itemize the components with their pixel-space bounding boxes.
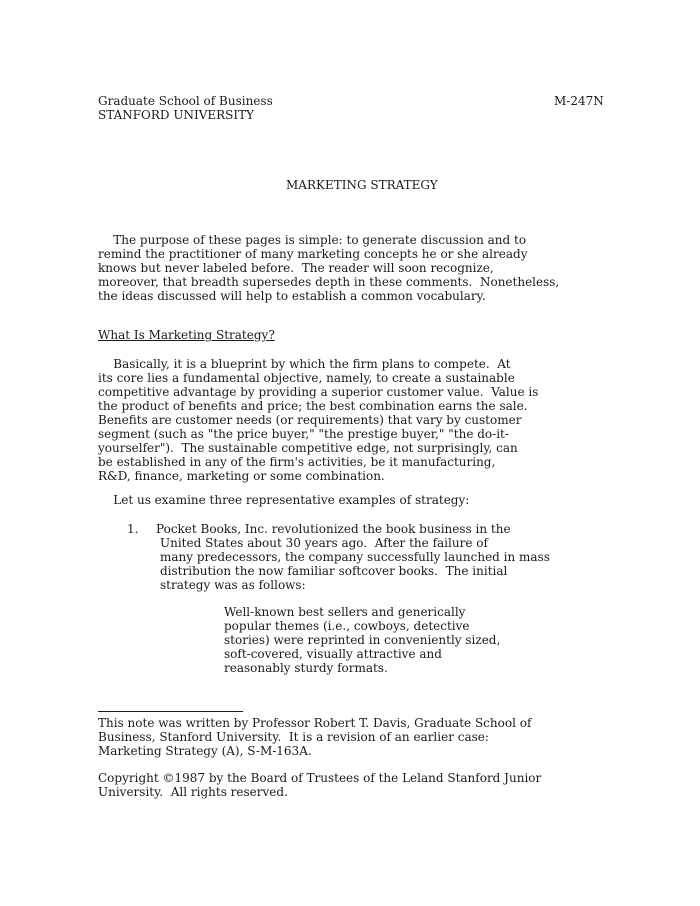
text-line: many predecessors, the company successfully launched in mass <box>160 550 550 564</box>
text-line: strategy was as follows: <box>160 578 306 592</box>
text-line: competitive advantage by providing a superior customer value. Value is <box>98 385 539 399</box>
text-line: Marketing Strategy (A), S-M-163A. <box>98 744 312 758</box>
text-line: popular themes (i.e., cowboys, detective <box>224 619 470 633</box>
text-line: R&D, finance, marketing or some combination. <box>98 469 385 483</box>
school-name: Graduate School of Business <box>98 94 273 108</box>
text-line: soft-covered, visually attractive and <box>224 647 442 661</box>
text-line: the ideas discussed will help to establish a common vocabulary. <box>98 289 486 303</box>
footnote-divider <box>98 711 243 712</box>
text-line: stories) were reprinted in conveniently sized, <box>224 633 501 647</box>
page-title: MARKETING STRATEGY <box>286 178 438 192</box>
text-line: yourselfer"). The sustainable competitive edge, not surprisingly, can <box>98 441 518 455</box>
text-line: distribution the now familiar softcover books. The initial <box>160 564 508 578</box>
text-line: This note was written by Professor Robert T. Davis, Graduate School of <box>98 716 532 730</box>
text-line: Pocket Books, Inc. revolutionized the book business in the <box>156 522 511 536</box>
text-line: United States about 30 years ago. After the failure of <box>160 536 488 550</box>
text-line: University. All rights reserved. <box>98 785 288 799</box>
text-line: moreover, that breadth supersedes depth in these comments. Nonetheless, <box>98 275 560 289</box>
university-name: STANFORD UNIVERSITY <box>98 108 255 122</box>
intro-to-examples: Let us examine three representative examples of strategy: <box>98 493 470 507</box>
text-line: segment (such as "the price buyer," "the prestige buyer," "the do-it- <box>98 427 509 441</box>
text-line: Basically, it is a blueprint by which the firm plans to compete. At <box>98 357 511 371</box>
section-heading: What Is Marketing Strategy? <box>98 328 275 342</box>
text-line: Benefits are customer needs (or requirements) that vary by customer <box>98 413 522 427</box>
text-line: The purpose of these pages is simple: to generate discussion and to <box>98 233 527 247</box>
list-number: 1. <box>127 522 139 536</box>
text-line: be established in any of the firm's activities, be it manufacturing, <box>98 455 496 469</box>
text-line: the product of benefits and price; the best combination earns the sale. <box>98 399 528 413</box>
text-line: knows but never labeled before. The reader will soon recognize, <box>98 261 494 275</box>
text-line: its core lies a fundamental objective, namely, to create a sustainable <box>98 371 515 385</box>
document-number: M-247N <box>554 94 604 108</box>
text-line: Well-known best sellers and generically <box>224 605 466 619</box>
text-line: reasonably sturdy formats. <box>224 661 388 675</box>
text-line: Business, Stanford University. It is a revision of an earlier case: <box>98 730 489 744</box>
text-line: Copyright ©1987 by the Board of Trustees of the Leland Stanford Junior <box>98 771 542 785</box>
text-line: remind the practitioner of many marketing concepts he or she already <box>98 247 528 261</box>
